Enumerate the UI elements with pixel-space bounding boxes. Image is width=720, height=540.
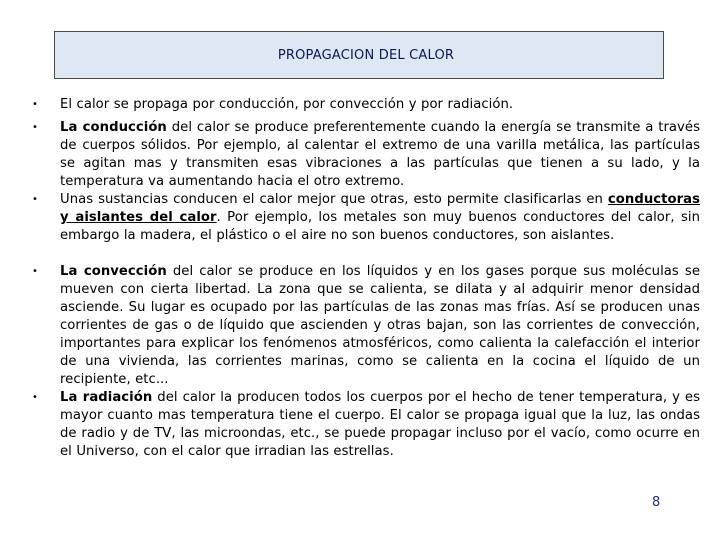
item-text: del calor se produce preferentemente cuando la energía se transmite a través de cuerpos sólidos. Por ejemplo, al calentar el extremo de una varilla metálica, las partículas se agitan mas y transmiten esas vibraciones a las partículas que tienen a su lado, y la temperatura va aumentando hacia el otro extremo. [60, 120, 700, 189]
list-item-conduction [60, 119, 700, 191]
list-item-radiation [60, 389, 700, 461]
item-lead-radiation: La radiación [60, 390, 153, 405]
item-text-before: Unas sustancias conducen el calor mejor que otras, esto permite clasificarlas en [60, 192, 608, 207]
bullet-marker: • [32, 99, 38, 110]
item-lead-conduction: La conducción [60, 120, 167, 135]
bullet-marker: • [32, 194, 38, 205]
item-text: del calor la producen todos los cuerpos por el hecho de tener temperatura, y es mayor cuanto mas temperatura tiene el cuerpo. El calor se propaga igual que la luz, las ondas de radio y de TV, las microondas, etc., se puede propagar incluso por el vacío, como ocurre en el Universo, con el calor que irradian las estrellas. [60, 390, 700, 459]
page-number: 8 [652, 495, 661, 510]
bullet-marker: • [32, 122, 38, 133]
item-text-after: . Por ejemplo, los metales son muy buenos conductores del calor, sin embargo la madera, el plástico o el aire no son buenos conductores, son aislantes. [60, 210, 700, 243]
item-text: El calor se propaga por conducción, por convección y por radiación. [60, 97, 514, 112]
item-lead-convection: La convección [60, 264, 167, 279]
item-emphasis-conductors: conductoras y aislantes del calor [60, 192, 700, 225]
list-item-propagation [60, 96, 700, 114]
list-item-conductors-insulators [60, 191, 700, 245]
bullet-marker: • [32, 266, 38, 277]
list-item-convection [60, 263, 700, 389]
item-text: del calor se produce en los líquidos y en los gases porque sus moléculas se mueven con cierta libertad. La zona que se calienta, se dilata y al adquirir menor densidad asciende. Su lugar es ocupado por las partículas de las zonas mas frías. Así se producen unas corrientes de gas o de líquido que ascienden y otras bajan, son las corrientes de convección, importantes para explicar los fenómenos atmosféricos, como calienta la calefacción el interior de una vivienda, las corrientes marinas, como se calienta en la cocina el líquido de un recipiente, etc... [60, 264, 700, 387]
title-box [54, 31, 664, 79]
bullet-marker: • [32, 392, 38, 403]
page-title: PROPAGACION DEL CALOR [277, 47, 455, 63]
